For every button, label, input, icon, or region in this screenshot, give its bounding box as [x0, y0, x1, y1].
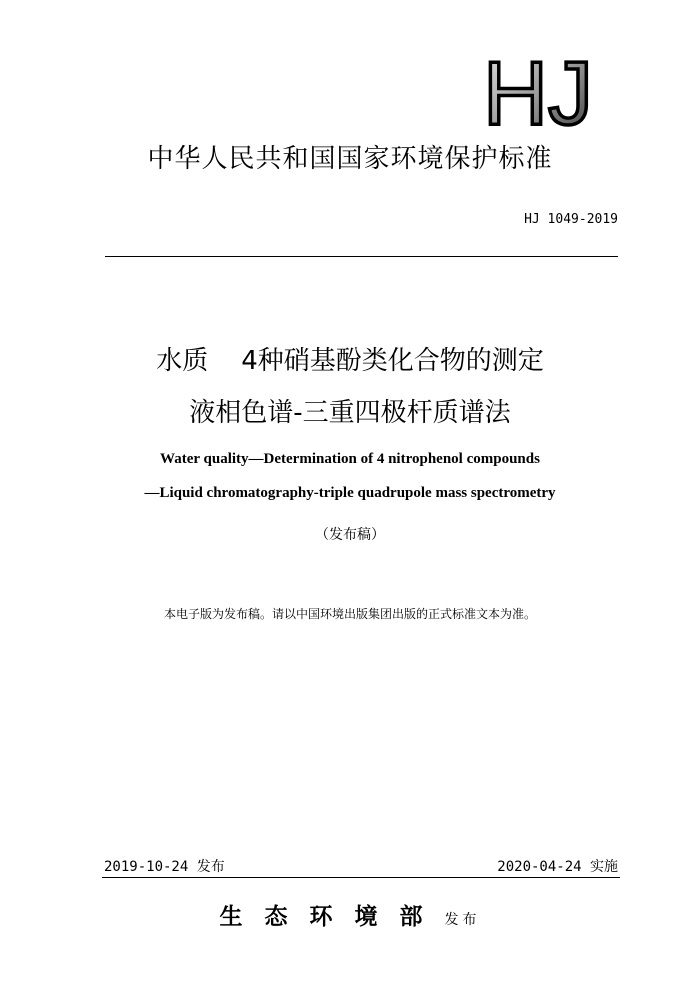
implementation-date: 2020-04-24 实施	[497, 859, 618, 875]
top-divider	[105, 256, 618, 257]
issue-date: 2019-10-24 发布	[104, 859, 225, 875]
standard-number: HJ 1049-2019	[524, 212, 618, 227]
bottom-divider	[102, 877, 620, 878]
hj-logo-text: HJ	[483, 52, 593, 132]
publisher-line	[0, 898, 700, 931]
publisher-name: 生态环境部	[219, 903, 445, 930]
hj-logo	[468, 52, 608, 132]
draft-label: （发布稿）	[315, 527, 385, 543]
title-english-line-1: Water quality—Determination of 4 nitrophenol compounds	[160, 451, 540, 467]
publisher-verb: 发布	[444, 912, 481, 928]
edition-notice: 本电子版为发布稿。请以中国环境出版集团出版的正式标准文本为准。	[163, 607, 536, 621]
title-chinese-line-2: 液相色谱-三重四极杆质谱法	[189, 398, 511, 428]
issuing-agency: 中华人民共和国国家环境保护标准	[147, 144, 553, 174]
title-chinese-line-1: 水质 4种硝基酚类化合物的测定	[156, 346, 544, 376]
title-english-line-2: —Liquid chromatography-triple quadrupole mass spectrometry	[144, 485, 556, 501]
